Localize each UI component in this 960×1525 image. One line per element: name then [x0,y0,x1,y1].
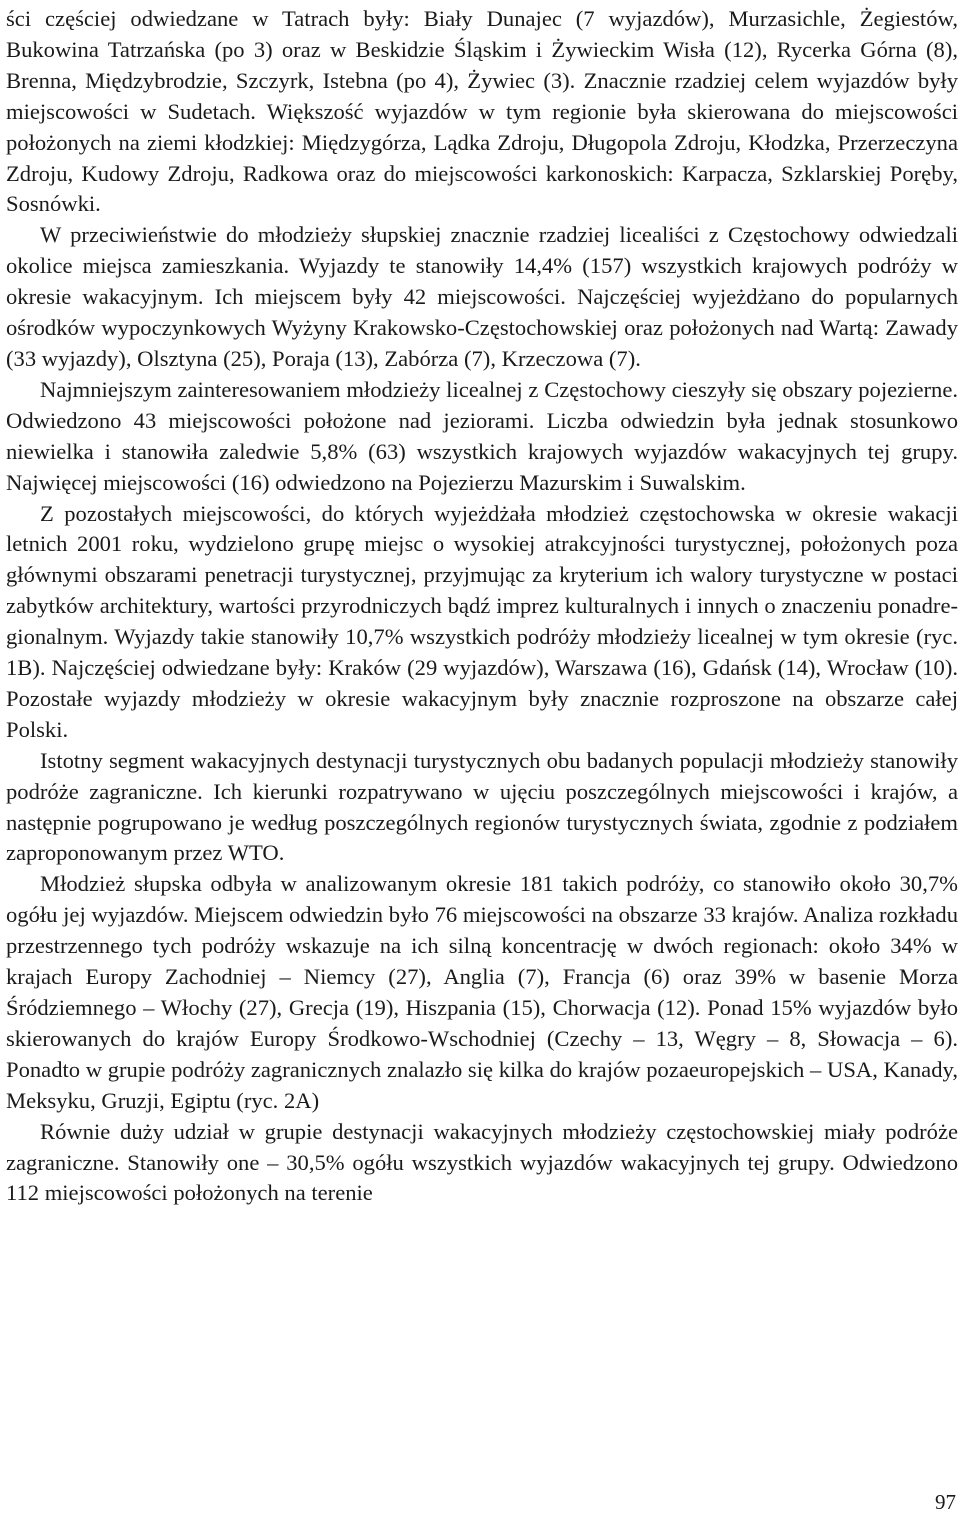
paragraph-4: Z pozostałych miejscowości, do których wyjeżdżała młodzież częstochowska w okresie wakacji letnich 2001 roku, wydzielono grupę miejsc o wysokiej atrakcyjności turystycznej, położonych poza głównymi obszarami penetracji turystycznej, przyjmując za kryterium ich walory turystyczne w postaci zabytków architektury, wartości przyrodniczych bądź imprez kulturalnych i innych o znaczeniu ponadregionalnym. Wyjazdy takie stanowiły 10,7% wszystkich podróży młodzieży licealnej w tym okresie (ryc. 1B). Najczęściej odwiedzane były: Kraków (29 wyjazdów), Warszawa (16), Gdańsk (14), Wrocław (10). Pozostałe wyjazdy młodzieży w okresie wakacyjnym były znacznie rozproszone na obszarze całej Polski. [6,500,958,742]
paragraph-6: Młodzież słupska odbyła w analizowanym okresie 181 takich podróży, co stanowiło około 30,7% ogółu jej wyjazdów. Miejscem odwiedzin było 76 miejscowości na obszarze 33 krajów. Analiza rozkładu przestrzennego tych podróży wskazuje na ich silną koncentrację w dwóch regionach: około 34% w krajach Europy Zachodniej – Niemcy (27), Anglia (7), Francja (6) oraz 39% w basenie Morza Śródziemnego – Włochy (27), Grecja (19), Hiszpania (15), Chorwacja (12). Ponad 15% wyjazdów było skierowanych do krajów Europy Środkowo-Wschodniej (Czechy – 13, Węgry – 8, Słowacja – 6). Ponadto w grupie podróży zagranicznych znalazło się kilka do krajów pozaeuropejskich – USA, Kanady, Meksyku, Gruzji, Egiptu (ryc. 2A) [6,871,958,1113]
paragraph-3: Najmniejszym zainteresowaniem młodzieży licealnej z Częstochowy cieszyły się obszary pojezierne. Odwiedzono 43 miejscowości położone nad jeziorami. Liczba odwiedzin była jednak stosunkowo niewielka i stanowiła zaledwie 5,8% (63) wszystkich krajowych wyjazdów wakacyjnych tej grupy. Najwięcej miejscowości (16) odwiedzono na Pojezierzu Mazurskim i Suwalskim. [6,376,958,495]
page-text [6,4,958,1209]
page-number: 97 [935,1490,956,1514]
paragraph-1: ści częściej odwiedzane w Tatrach były: Biały Dunajec (7 wyjazdów), Murzasichle, Żegiestów, Bukowina Tatrzańska (po 3) oraz w Beskidzie Śląskim i Żywieckim Wisła (12), Rycerka Górna (8), Brenna, Międzybrodzie, Szczyrk, Istebna (po 4), Żywiec (3). Znacznie rzadziej celem wyjazdów były miejscowości w Sudetach. Większość wyjazdów w tym regionie była skierowana do miejscowości położonych na ziemi kłodzkiej: Międzygórza, Lądka Zdroju, Długopola Zdroju, Kłodzka, Przerzeczyna Zdroju, Kudowy Zdroju, Radkowa oraz do miejscowości karkonoskich: Karpacza, Szklarskiej Poręby, Sosnówki. [6,6,958,217]
paragraph-7: Równie duży udział w grupie destynacji wakacyjnych młodzieży częstochowskiej miały podróże zagraniczne. Stanowiły one – 30,5% ogółu wszystkich wyjazdów wakacyjnych tej grupy. Odwiedzono 112 miejscowości położonych na terenie [6,1118,958,1206]
paragraph-5: Istotny segment wakacyjnych destynacji turystycznych obu badanych populacji młodzieży stanowiły podróże zagraniczne. Ich kierunki rozpatrywano w ujęciu poszczególnych miejscowości i krajów, a następnie pogrupowano je według poszczególnych regionów turystycznych świata, zgodnie z podziałem zaproponowanym przez WTO. [6,747,958,866]
paragraph-2: W przeciwieństwie do młodzieży słupskiej znacznie rzadziej licealiści z Częstochowy odwiedzali okolice miejsca zamieszkania. Wyjazdy te stanowiły 14,4% (157) wszystkich krajowych podróży w okresie wakacyjnym. Ich miejscem były 42 miejscowości. Najczęściej wyjeżdżano do popularnych ośrodków wypoczynkowych Wyżyny Krakowsko-Częstochowskiej oraz położonych nad Wartą: Zawady (33 wyjazdy), Olsztyna (25), Poraja (13), Zabórza (7), Krzeczowa (7). [6,222,958,371]
